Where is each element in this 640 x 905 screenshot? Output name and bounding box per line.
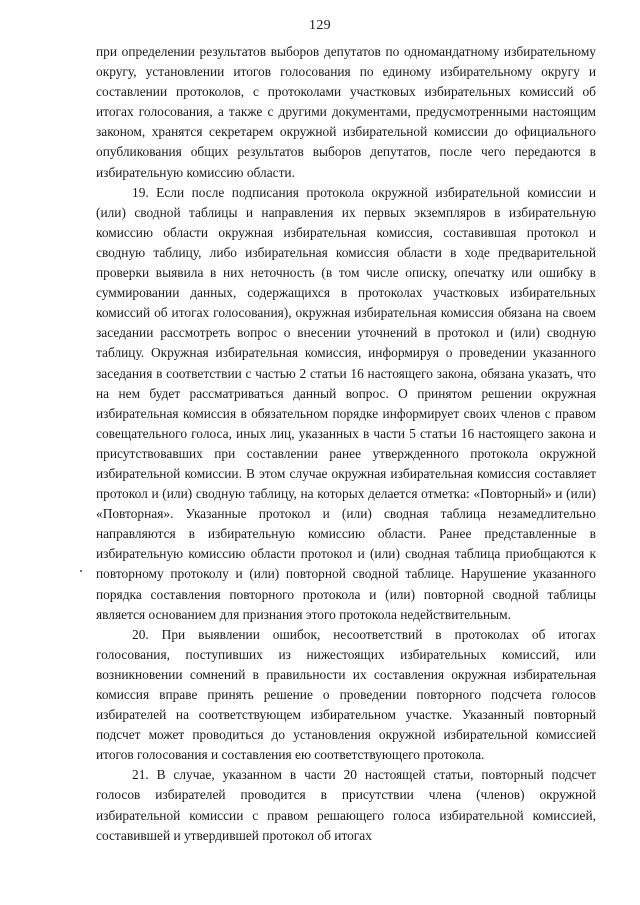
- paragraph-20: 20. При выявлении ошибок, несоответствий в протоколах об итогах голосования, поступивших из нижестоящих избирательных комиссий, или возникновении сомнений в правильности их составления окружная избирательная комиссия вправе принять решение о проведении повторного подсчета голосов избирателей на соответствующем избирательном участке. Указанный повторный подсчет может проводиться до установления окружной избирательной комиссией итогов голосования и составления ею соответствующего протокола.: [96, 626, 596, 763]
- paragraph-21: 21. В случае, указанном в части 20 настоящей статьи, повторный подсчет голосов избирателей проводится в присутствии члена (членов) окружной избирательной комиссии с правом решающего голоса избирательной комиссией, составившей и утвердившей протокол об итогах: [96, 767, 596, 843]
- scan-speck: [80, 570, 82, 572]
- document-body: [96, 42, 596, 846]
- page-number: 129: [309, 18, 331, 33]
- paragraph-continuation: при определении результатов выборов депутатов по одномандатному избирательному округу, установлении итогов голосования по единому избирательному округу и составлении протоколов, с протоколами участковых избирательных комиссий об итогах голосования, а также с другими документами, предусмотренными настоящим законом, хранятся секретарем окружной избирательной комиссии до официального опубликования общих результатов выборов депутатов, после чего передаются в избирательную комиссию области.: [96, 44, 596, 180]
- paragraph-19: 19. Если после подписания протокола окружной избирательной комиссии и (или) сводной таблицы и направления их первых экземпляров в избирательную комиссию области окружная избирательная комиссия, составившая протокол и сводную таблицу, либо избирательная комиссия области в ходе предварительной проверки выявила в них неточность (в том числе описку, опечатку или ошибку в суммировании данных, содержащихся в протоколах участковых избирательных комиссий об итогах голосования), окружная избирательная комиссия обязана на своем заседании рассмотреть вопрос о внесении уточнений в протокол и (или) сводную таблицу. Окружная избирательная комиссия, информируя о проведении указанного заседания в соответствии с частью 2 статьи 16 настоящего закона, обязана указать, что на нем будет рассматриваться данный вопрос. О принятом решении окружная избирательная комиссия в обязательном порядке информирует своих членов с правом совещательного голоса, иных лиц, указанных в части 5 статьи 16 настоящего закона и присутствовавших при составлении ранее утвержденного протокола окружной избирательной комиссии. В этом случае окружная избирательная комиссия составляет протокол и (или) сводную таблицу, на которых делается отметка: «Повторный» и (или) «Повторная». Указанные протокол и (или) сводная таблица незамедлительно направляются в избирательную комиссию области. Ранее представленные в избирательную комиссию области протокол и (или) сводная таблица приобщаются к повторному протоколу и (или) повторной сводной таблице. Нарушение указанного порядка составления повторного протокола и (или) повторной сводной таблицы является основанием для признания этого протокола недействительным.: [96, 184, 596, 622]
